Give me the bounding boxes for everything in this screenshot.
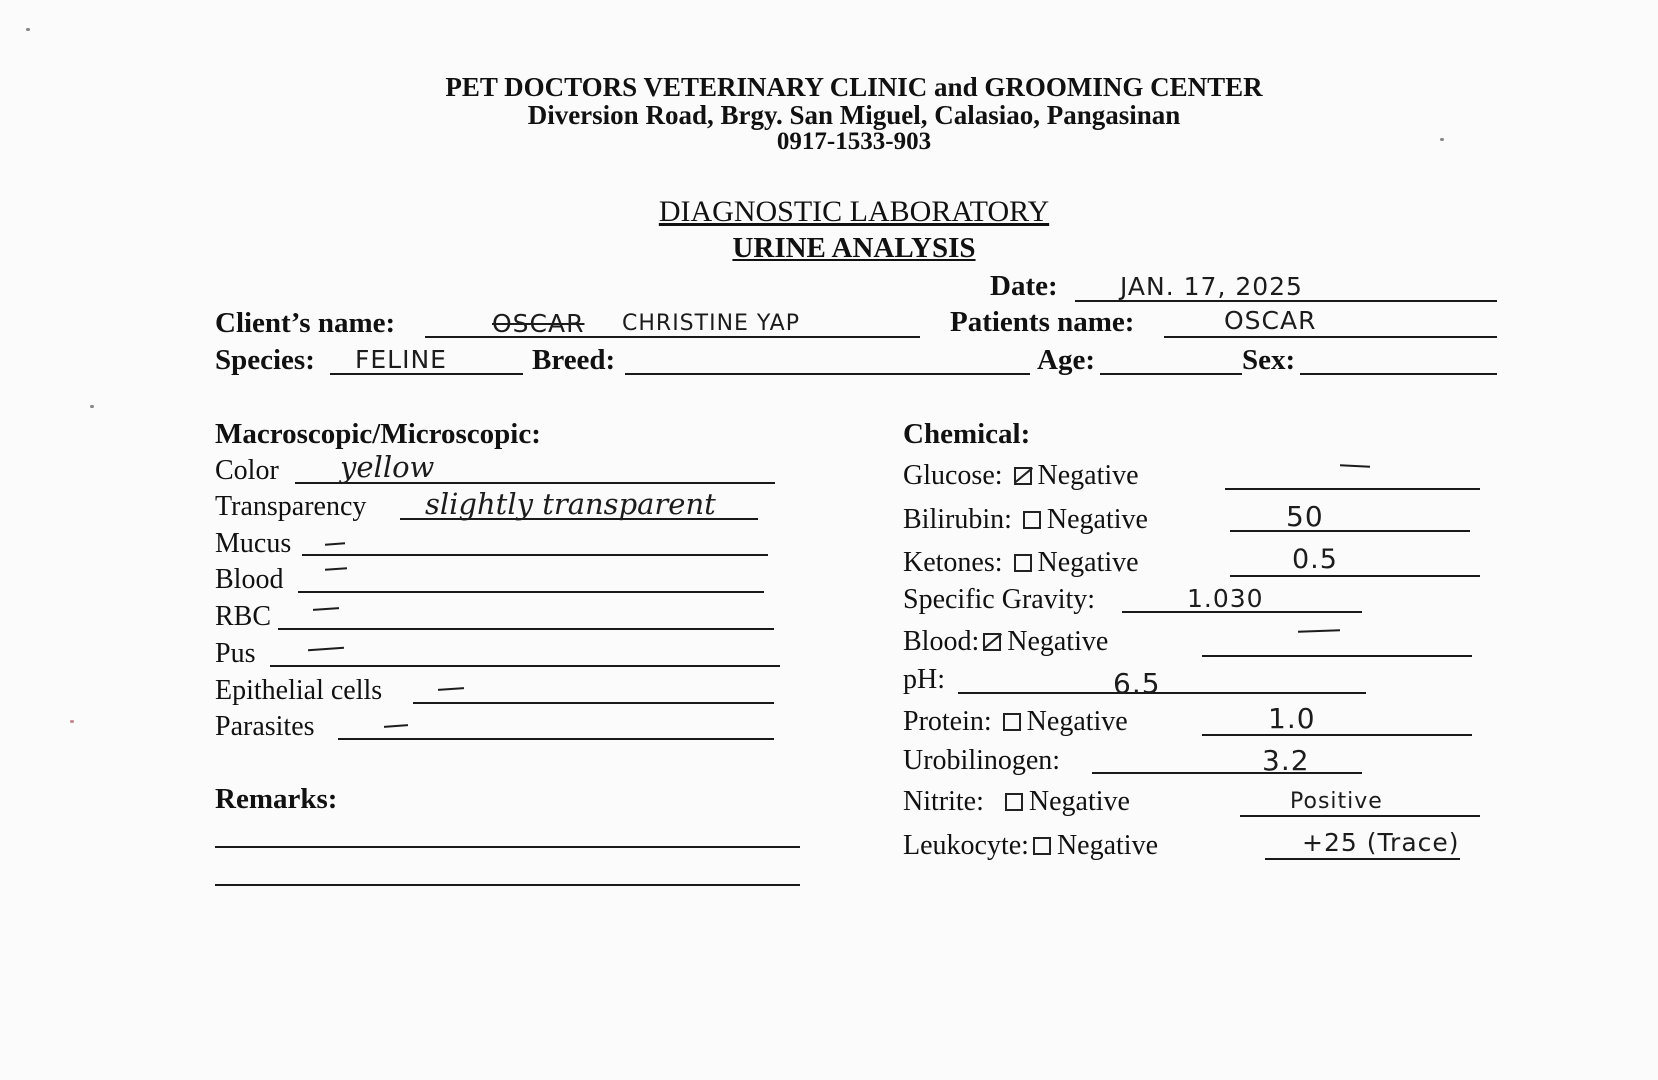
- bilirubin-negative-label: Negative: [1046, 504, 1148, 535]
- blood-line: [298, 591, 764, 593]
- client-value: CHRISTINE YAP: [622, 311, 800, 336]
- chem-blood-dash: [1298, 629, 1340, 632]
- leukocyte-value: +25 (Trace): [1302, 828, 1460, 857]
- glucose-line: [1225, 488, 1480, 490]
- glucose-label: Glucose:: [903, 460, 1003, 491]
- age-line: [1100, 373, 1242, 375]
- breed-label: Breed:: [532, 344, 616, 376]
- bilirubin-value: 50: [1286, 500, 1324, 533]
- sg-label: Specific Gravity:: [903, 584, 1096, 615]
- protein-negative-label: Negative: [1026, 706, 1128, 737]
- leukocyte-label: Leukocyte:: [903, 830, 1029, 861]
- species-value: FELINE: [355, 345, 447, 374]
- transparency-value: slightly transparent: [425, 487, 716, 521]
- client-label: Client’s name:: [215, 307, 396, 339]
- sex-line: [1300, 373, 1497, 375]
- blood-dash: [325, 567, 347, 571]
- bilirubin-label: Bilirubin:: [903, 504, 1012, 535]
- patient-value: OSCAR: [1224, 306, 1317, 335]
- leukocyte-row: [903, 830, 1158, 862]
- bilirubin-checkbox[interactable]: [1023, 511, 1041, 529]
- clinic-address: Diversion Road, Brgy. San Miguel, Calasiao, Pangasinan: [527, 100, 1181, 130]
- macro-heading: Macroscopic/Microscopic:: [215, 418, 541, 450]
- leukocyte-checkbox[interactable]: [1033, 837, 1051, 855]
- department-title: DIAGNOSTIC LABORATORY: [658, 195, 1050, 228]
- breed-line: [625, 373, 1030, 375]
- epithelial-label: Epithelial cells: [215, 675, 383, 706]
- color-value: yellow: [340, 450, 435, 484]
- date-label: Date:: [990, 270, 1058, 302]
- bilirubin-row: [903, 504, 1148, 536]
- nitrite-value: Positive: [1290, 789, 1383, 814]
- nitrite-checkbox[interactable]: [1005, 793, 1023, 811]
- nitrite-negative-label: Negative: [1028, 786, 1130, 817]
- urobilinogen-value: 3.2: [1262, 744, 1310, 777]
- remarks-line-1: [215, 846, 800, 848]
- parasites-line: [338, 738, 774, 740]
- pus-line: [270, 665, 780, 667]
- sex-label: Sex:: [1242, 344, 1296, 376]
- nitrite-label: Nitrite:: [903, 786, 984, 817]
- remarks-line-2: [215, 884, 800, 886]
- species-label: Species:: [215, 344, 315, 376]
- rbc-label: RBC: [215, 601, 272, 632]
- mucus-label: Mucus: [215, 528, 292, 559]
- leukocyte-negative-label: Negative: [1056, 830, 1159, 861]
- bilirubin-line: [1230, 530, 1470, 532]
- clinic-phone: 0917-1533-903: [776, 128, 932, 155]
- patient-label: Patients name:: [950, 306, 1135, 338]
- pus-label: Pus: [215, 638, 256, 669]
- protein-checkbox[interactable]: [1003, 713, 1021, 731]
- ketones-checkbox[interactable]: [1014, 554, 1032, 572]
- ketones-negative-label: Negative: [1037, 547, 1139, 578]
- mucus-dash: [325, 542, 345, 545]
- clinic-name: PET DOCTORS VETERINARY CLINIC and GROOMING CENTER: [445, 72, 1263, 102]
- sg-value: 1.030: [1187, 584, 1264, 613]
- remarks-label: Remarks:: [215, 783, 338, 815]
- ketones-value: 0.5: [1292, 544, 1338, 575]
- age-label: Age:: [1037, 344, 1095, 376]
- chem-blood-label: Blood:: [903, 626, 980, 657]
- parasites-label: Parasites: [215, 711, 315, 742]
- ph-value: 6.5: [1113, 667, 1161, 700]
- rbc-line: [278, 628, 774, 630]
- protein-label: Protein:: [903, 706, 992, 737]
- date-value: JAN. 17, 2025: [1120, 272, 1303, 301]
- glucose-checkbox[interactable]: [1014, 467, 1032, 485]
- urobilinogen-label: Urobilinogen:: [903, 745, 1061, 776]
- glucose-dash: [1340, 464, 1370, 468]
- ketones-row: [903, 547, 1139, 579]
- chem-blood-row: [903, 626, 1108, 658]
- paper-speck: [70, 720, 74, 723]
- transparency-label: Transparency: [215, 491, 367, 522]
- rbc-dash: [313, 607, 339, 611]
- client-strike-value: OSCAR: [492, 309, 585, 338]
- chem-blood-line: [1202, 655, 1472, 657]
- ketones-line: [1230, 575, 1480, 577]
- chemical-heading: Chemical:: [903, 418, 1031, 450]
- nitrite-row: [903, 786, 1130, 818]
- blood-label: Blood: [215, 564, 284, 595]
- paper-speck: [26, 28, 30, 31]
- epithelial-line: [413, 702, 774, 704]
- mucus-line: [302, 554, 768, 556]
- ph-label: pH:: [903, 664, 945, 695]
- nitrite-line: [1240, 815, 1480, 817]
- patient-line: [1164, 336, 1497, 338]
- chem-blood-checkbox[interactable]: [983, 633, 1001, 651]
- pus-dash: [308, 647, 344, 652]
- ph-line: [958, 692, 1366, 694]
- epithelial-dash: [438, 687, 464, 691]
- paper-speck: [90, 405, 94, 408]
- leukocyte-line: [1265, 858, 1460, 860]
- glucose-negative-label: Negative: [1037, 460, 1139, 491]
- protein-row: [903, 706, 1128, 738]
- glucose-row: [903, 460, 1139, 492]
- color-label: Color: [215, 455, 279, 486]
- chem-blood-negative-label: Negative: [1007, 626, 1109, 657]
- protein-value: 1.0: [1268, 702, 1316, 735]
- parasites-dash: [384, 724, 408, 728]
- form-title: URINE ANALYSIS: [732, 232, 976, 264]
- urobilinogen-line: [1092, 772, 1362, 774]
- ketones-label: Ketones:: [903, 547, 1003, 578]
- protein-line: [1202, 734, 1472, 736]
